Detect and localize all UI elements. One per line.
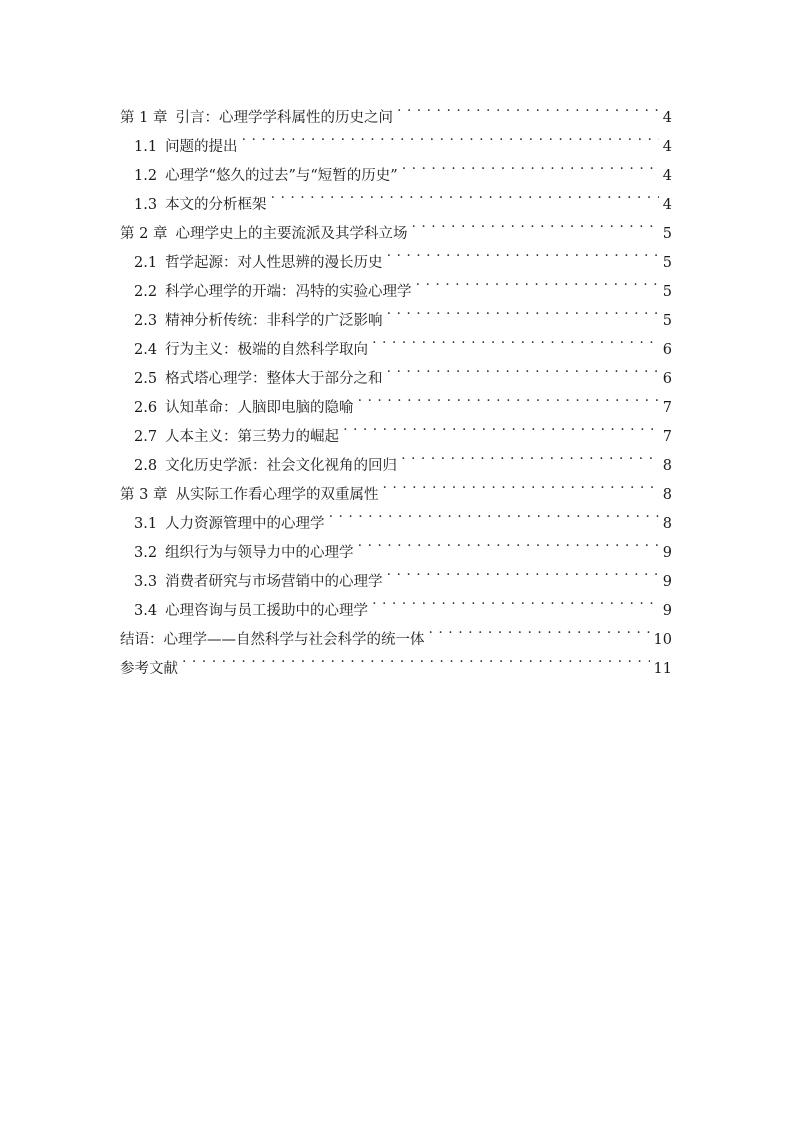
toc-entry-title: 本文的分析框架 [165,197,267,213]
toc-entry-title: 参考文献 [120,661,178,677]
toc-page-number: 6 [662,371,672,387]
toc-dot-leader [382,470,658,499]
toc-page-number: 7 [662,429,672,445]
toc-dot-leader [358,528,659,557]
toc-section-number: 3.1 [134,516,158,532]
toc-page-number: 8 [662,487,672,503]
toc-dot-leader [387,296,659,325]
toc-entry-title: 引言：心理学学科属性的历史之问 [175,110,393,126]
toc-entry-title: 消费者研究与市场营销中的心理学 [165,574,383,590]
toc-entry-title: 问题的提出 [165,139,238,155]
toc-section-number: 3.2 [134,545,158,561]
toc-entry-title: 行为主义：极端的自然科学取向 [165,342,369,358]
toc-section-number: 2.5 [134,371,158,387]
toc-entry-references[interactable] [120,644,672,677]
toc-dot-leader [329,499,659,528]
table-of-contents [120,93,672,677]
toc-section-number: 2.8 [134,458,158,474]
toc-entry-title: 哲学起源：对人性思辨的漫长历史 [165,255,383,271]
toc-page-number: 5 [662,226,672,242]
toc-entry-chapter-1[interactable] [120,93,672,126]
toc-section-number: 2.4 [134,342,158,358]
toc-section-number: 2.7 [134,429,158,445]
toc-entry-title: 心理咨询与员工援助中的心理学 [165,603,369,619]
toc-dot-leader [387,238,659,267]
toc-entry-title: 心理学“悠久的过去”与“短暂的历史” [165,168,398,184]
toc-section-number: 3.3 [134,574,158,590]
toc-entry-title: 精神分析传统：非科学的广泛影响 [165,313,383,329]
toc-page-number: 9 [662,574,672,590]
toc-dot-leader [182,644,650,673]
toc-dot-leader [387,354,659,383]
toc-dot-leader [401,441,659,470]
toc-page-number: 9 [662,545,672,561]
toc-page-number: 4 [662,139,672,155]
toc-dot-leader [402,151,659,180]
toc-page-number: 5 [662,284,672,300]
toc-entry-title: 人本主义：第三势力的崛起 [165,429,340,445]
toc-page-number: 4 [662,168,672,184]
toc-dot-leader [411,209,658,238]
toc-entry-title: 格式塔心理学：整体大于部分之和 [165,371,383,387]
toc-section-number: 2.3 [134,313,158,329]
toc-section-number: 2.6 [134,400,158,416]
toc-entry-title: 人力资源管理中的心理学 [165,516,325,532]
toc-section-number: 2.2 [134,284,158,300]
toc-chapter-number: 第 1 章 [120,110,168,126]
toc-entry-title: 组织行为与领导力中的心理学 [165,545,354,561]
toc-page-number: 5 [662,313,672,329]
toc-section-number: 2.1 [134,255,158,271]
toc-dot-leader [242,122,659,151]
toc-dot-leader [358,383,659,412]
toc-dot-leader [387,557,659,586]
toc-dot-leader [372,325,659,354]
toc-page-number: 11 [653,661,672,677]
toc-dot-leader [372,586,659,615]
toc-section-number: 1.2 [134,168,158,184]
toc-page-number: 8 [662,516,672,532]
toc-entry-title: 从实际工作看心理学的双重属性 [175,487,379,503]
toc-chapter-number: 第 2 章 [120,226,168,242]
toc-entry-title: 认知革命：人脑即电脑的隐喻 [165,400,354,416]
toc-page-number: 7 [662,400,672,416]
toc-entry-title: 心理学史上的主要流派及其学科立场 [175,226,408,242]
toc-chapter-number: 第 3 章 [120,487,168,503]
toc-dot-leader [429,615,650,644]
toc-page-number: 6 [662,342,672,358]
toc-page-number: 10 [653,632,672,648]
toc-page-number: 4 [662,110,672,126]
toc-dot-leader [416,267,659,296]
toc-page-number: 4 [662,197,672,213]
toc-page-number: 8 [662,458,672,474]
toc-page-number: 9 [662,603,672,619]
toc-page-number: 5 [662,255,672,271]
toc-section-number: 1.1 [134,139,158,155]
toc-dot-leader [343,412,659,441]
toc-entry-title: 结语：心理学——自然科学与社会科学的统一体 [120,632,425,648]
toc-entry-title: 科学心理学的开端：冯特的实验心理学 [165,284,412,300]
toc-dot-leader [271,180,659,209]
toc-dot-leader [397,93,659,122]
toc-section-number: 1.3 [134,197,158,213]
toc-entry-title: 文化历史学派：社会文化视角的回归 [165,458,398,474]
toc-section-number: 3.4 [134,603,158,619]
